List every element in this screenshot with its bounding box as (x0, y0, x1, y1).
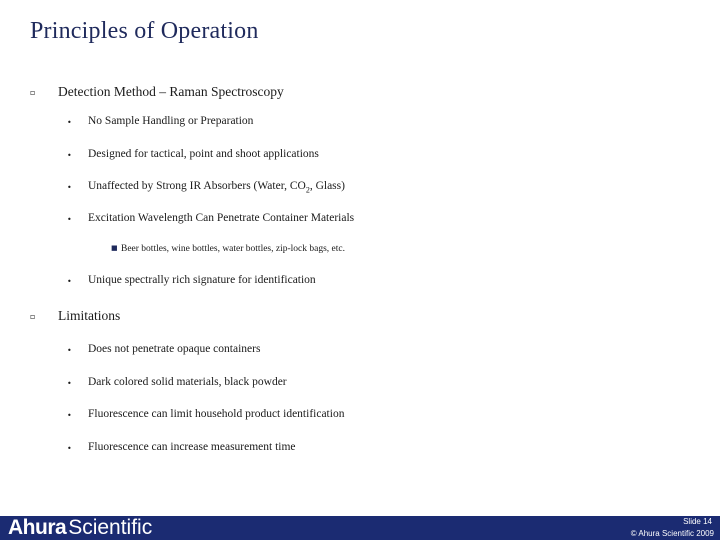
list-item: No Sample Handling or Preparation (88, 115, 254, 127)
level3-bullet: ■ (111, 244, 118, 252)
level2-bullet: • (67, 411, 72, 420)
slide-title: Principles of Operation (30, 18, 259, 44)
level1-bullet: ▫ (30, 312, 36, 321)
level2-bullet: • (67, 118, 72, 127)
subscript: 2 (305, 185, 310, 195)
logo-wordmark-bold: Ahura (8, 516, 67, 539)
list-item: Unique spectrally rich signature for identification (88, 274, 316, 286)
level2-bullet: • (67, 379, 72, 388)
level2-bullet: • (67, 346, 72, 355)
list-item: Unaffected by Strong IR Absorbers (Water, $CO_2$, Glass) (88, 180, 345, 195)
section-heading-detection: Detection Method – Raman Spectroscopy (58, 84, 284, 99)
level2-bullet: • (67, 277, 72, 286)
company-logo (8, 516, 152, 540)
list-sub-item: Beer bottles, wine bottles, water bottles, zip-lock bags, etc. (121, 244, 345, 254)
list-item: Fluorescence can limit household product identification (88, 408, 345, 420)
footer-bar (0, 516, 720, 540)
level2-bullet: • (67, 215, 72, 224)
level1-bullet: ▫ (30, 88, 36, 97)
level2-bullet: • (67, 444, 72, 453)
list-item: Designed for tactical, point and shoot applications (88, 148, 319, 160)
copyright-notice: © Ahura Scientific 2009 (630, 529, 714, 538)
logo-wordmark-light: Scientific (68, 516, 153, 539)
section-heading-limitations: Limitations (58, 308, 121, 323)
slide-number: Slide 14 (683, 517, 712, 526)
level2-bullet: • (67, 183, 72, 192)
list-item: Dark colored solid materials, black powder (88, 376, 287, 388)
list-item: Excitation Wavelength Can Penetrate Container Materials (88, 212, 355, 224)
level2-bullet: • (67, 151, 72, 160)
list-item: Fluorescence can increase measurement time (88, 441, 296, 453)
list-item: Does not penetrate opaque containers (88, 343, 261, 355)
